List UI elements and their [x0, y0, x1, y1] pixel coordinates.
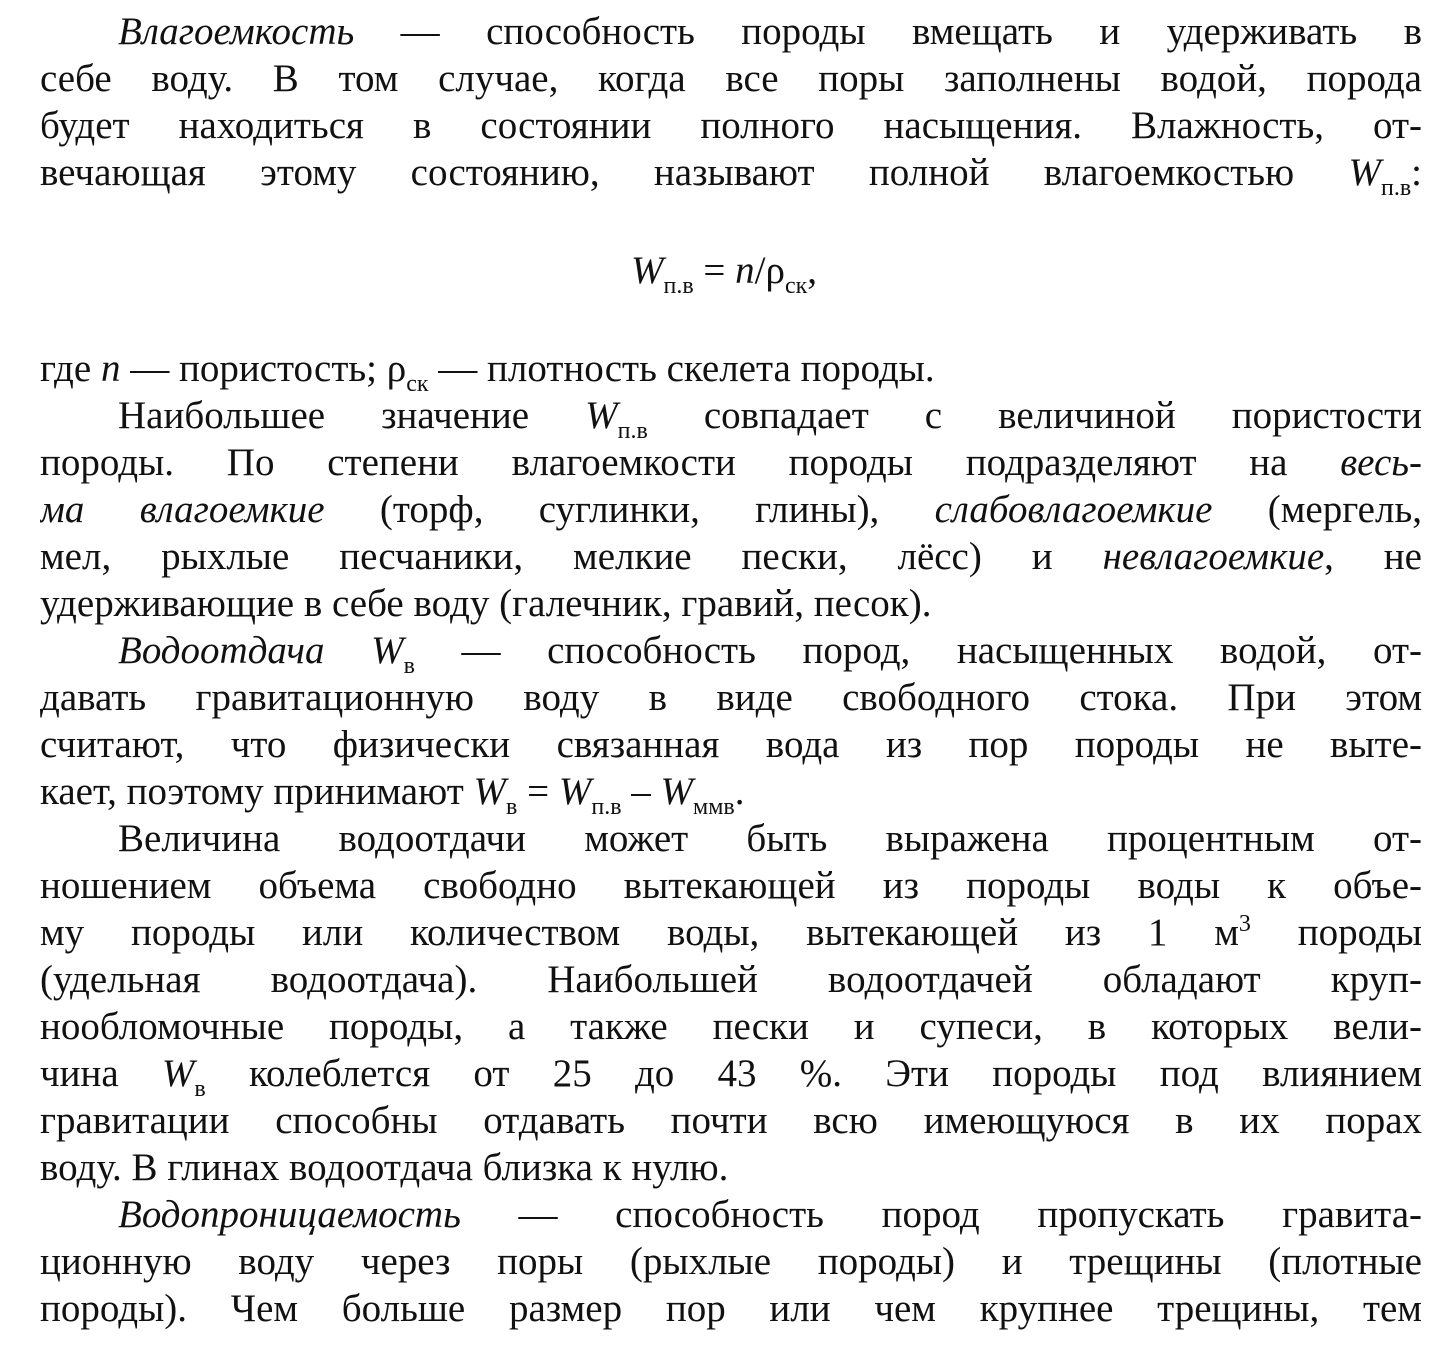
text-line: Величина водоотдачи может быть выражена процентным от-: [118, 817, 1422, 860]
text-line: мел, рыхлые песчаники, мелкие пески, лёсс) и невлагоемкие, не: [40, 535, 1422, 578]
text-line: чина $W_в$ колеблется от 25 до 43 %. Эти породы под влиянием: [40, 1052, 1422, 1097]
term-italic: Влагоемкость: [118, 10, 355, 53]
text-line: считают, что физически связанная вода из пор породы не выте-: [40, 723, 1422, 766]
text-line: где n — пористость; $\rho_{ск}$ — плотность скелета породы.: [40, 347, 935, 392]
term-italic: Водоотдача: [118, 629, 325, 672]
term-italic: Водопроницаемость: [118, 1193, 461, 1236]
text-line: давать гравитационную воду в виде свободного стока. При этом: [40, 676, 1422, 719]
text-line: Влагоемкость — способность породы вмещать и удерживать в: [118, 10, 1422, 53]
text-line: воду. В глинах водоотдача близка к нулю.: [40, 1146, 729, 1189]
text-line: кает, поэтому принимают $W_в = W_{п.в} - W_{ммв}$.: [40, 770, 745, 815]
text-line: Наибольшее значение $W_{п.в}$ совпадает с величиной пористости: [118, 394, 1422, 439]
text-line: будет находиться в состоянии полного насыщения. Влажность, от-: [40, 104, 1422, 147]
text-line: Водоотдача $W_в$ — способность пород, насыщенных водой, от-: [118, 629, 1422, 674]
text-line: му породы или количеством воды, вытекающей из 1 $м^3$ породы: [40, 911, 1422, 954]
text-line: Водопроницаемость — способность пород пропускать гравита-: [118, 1193, 1422, 1236]
text-line: породы. По степени влагоемкости породы подразделяют на весь-: [40, 441, 1422, 484]
text-line: (удельная водоотдача). Наибольшей водоотдачей обладают круп-: [40, 958, 1422, 1001]
text-line: гравитации способны отдавать почти всю имеющуюся в их порах: [40, 1099, 1422, 1142]
text-line: ма влагоемкие (торф, суглинки, глины), слабовлагоемкие (мергель,: [40, 488, 1422, 531]
text-line: нообломочные породы, а также пески и супеси, в которых вели-: [40, 1005, 1422, 1048]
formula: $W_{п.в} = n/\rho_{ск}$,: [630, 249, 818, 294]
text-line: удерживающие в себе воду (галечник, гравий, песок).: [40, 582, 932, 625]
text-line: ношением объема свободно вытекающей из породы воды к объе-: [40, 864, 1422, 907]
text-line: вечающая этому состоянию, называют полной влагоемкостью $W_{п.в}$:: [40, 151, 1422, 196]
text-line: ционную воду через поры (рыхлые породы) и трещины (плотные: [40, 1240, 1422, 1283]
text-line: себе воду. В том случае, когда все поры заполнены водой, порода: [40, 57, 1422, 100]
text-line: породы). Чем больше размер пор или чем крупнее трещины, тем: [40, 1287, 1422, 1330]
